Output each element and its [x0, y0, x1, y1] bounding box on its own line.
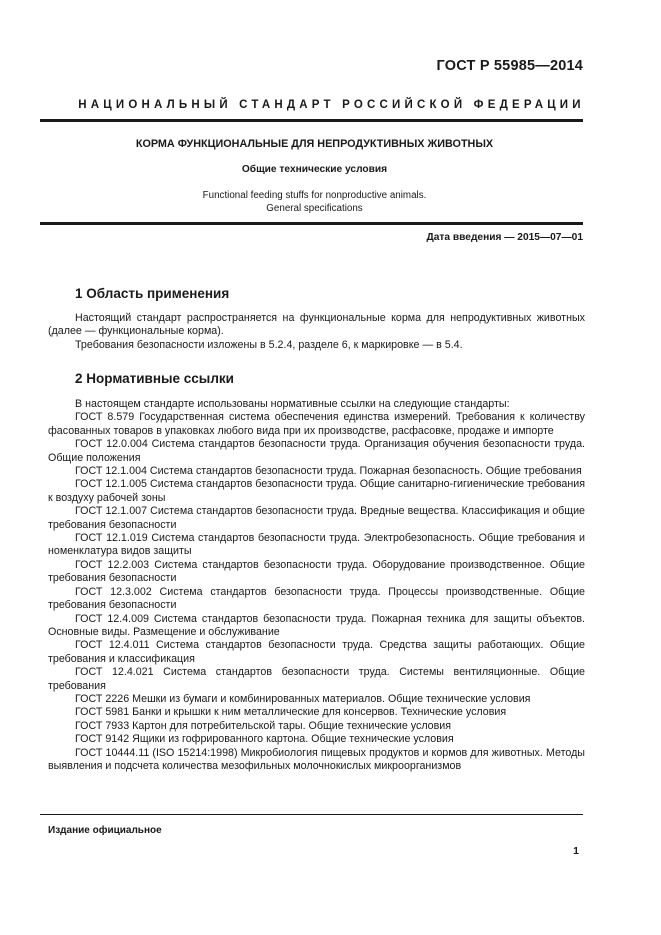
section-1-paragraph-1: Настоящий стандарт распространяется на функциональные корма для непродуктивных животных (далее — функциональные корма). — [48, 312, 585, 338]
title-bottom-rule — [40, 222, 583, 225]
section-1-body — [48, 312, 585, 352]
reference-item: ГОСТ 12.1.019 Система стандартов безопасности труда. Электробезопасность. Общие требования и номенклатура видов защиты — [48, 532, 585, 558]
reference-item: ГОСТ 12.2.003 Система стандартов безопасности труда. Оборудование производственное. Общие требования безопасности — [48, 558, 585, 585]
english-title-line1: Functional feeding stuffs for nonproductive animals. — [202, 190, 427, 201]
reference-item: ГОСТ 7933 Картон для потребительской тары. Общие технические условия — [75, 719, 452, 732]
reference-item: ГОСТ 12.3.002 Система стандартов безопасности труда. Процессы производственные. Общие требования безопасности — [48, 585, 585, 612]
english-title-line2: General specifications — [266, 203, 363, 214]
section-2-heading: 2 Нормативные ссылки — [75, 371, 234, 386]
reference-item: ГОСТ 9142 Ящики из гофрированного картона. Общие технические условия — [75, 733, 454, 746]
reference-item: ГОСТ 12.1.004 Система стандартов безопасности труда. Пожарная безопасность. Общие требования — [75, 465, 582, 478]
national-standard-banner: НАЦИОНАЛЬНЫЙ СТАНДАРТ РОССИЙСКОЙ ФЕДЕРАЦИИ — [78, 99, 585, 111]
reference-item: ГОСТ 5981 Банки и крышки к ним металлические для консервов. Технические условия — [75, 706, 507, 719]
reference-item: ГОСТ 2226 Мешки из бумаги и комбинированных материалов. Общие технические условия — [75, 692, 531, 705]
section-1-heading: 1 Область применения — [75, 286, 230, 301]
page-number: 1 — [573, 845, 579, 857]
english-title — [40, 189, 589, 215]
introduction-date: Дата введения — 2015—07—01 — [426, 232, 583, 243]
reference-item: ГОСТ 10444.11 (ISO 15214:1998) Микробиология пищевых продуктов и кормов для животных. Методы выявления и подсчета количества мезофильных молочнокислых микроорганизмов — [48, 746, 585, 772]
section-1-paragraph-2: Требования безопасности изложены в 5.2.4, разделе 6, к маркировке — в 5.4. — [75, 338, 463, 351]
reference-item: ГОСТ 12.4.021 Система стандартов безопасности труда. Системы вентиляционные. Общие требования — [48, 666, 585, 692]
reference-item: ГОСТ 12.4.011 Система стандартов безопасности труда. Средства защиты работающих. Общие требования и классификация — [48, 639, 585, 665]
reference-item: ГОСТ 12.1.007 Система стандартов безопасности труда. Вредные вещества. Классификация и общие требования безопасности — [48, 505, 585, 531]
section-2-body — [48, 398, 585, 773]
reference-item: ГОСТ 8.579 Государственная система обеспечения единства измерений. Требования к количеству фасованных товаров в упаковках любого вида при их производстве, расфасовке, продаже и импорте — [48, 411, 585, 437]
edition-note: Издание официальное — [48, 825, 162, 836]
standard-code: ГОСТ Р 55985—2014 — [436, 58, 583, 74]
reference-list — [48, 411, 585, 773]
reference-item: ГОСТ 12.4.009 Система стандартов безопасности труда. Пожарная техника для защиты объектов. Основные виды. Размещение и обслуживание — [48, 612, 585, 638]
reference-item: ГОСТ 12.1.005 Система стандартов безопасности труда. Общие санитарно-гигиенические требования к воздуху рабочей зоны — [48, 478, 585, 504]
section-2-intro: В настоящем стандарте использованы нормативные ссылки на следующие стандарты: — [75, 398, 510, 410]
top-rule — [40, 119, 583, 122]
reference-item: ГОСТ 12.0.004 Система стандартов безопасности труда. Организация обучения безопасности труда. Общие положения — [48, 438, 585, 464]
document-subtitle: Общие технические условия — [241, 164, 388, 175]
footer-rule — [40, 814, 583, 815]
document-title: КОРМА ФУНКЦИОНАЛЬНЫЕ ДЛЯ НЕПРОДУКТИВНЫХ ЖИВОТНЫХ — [135, 138, 494, 150]
